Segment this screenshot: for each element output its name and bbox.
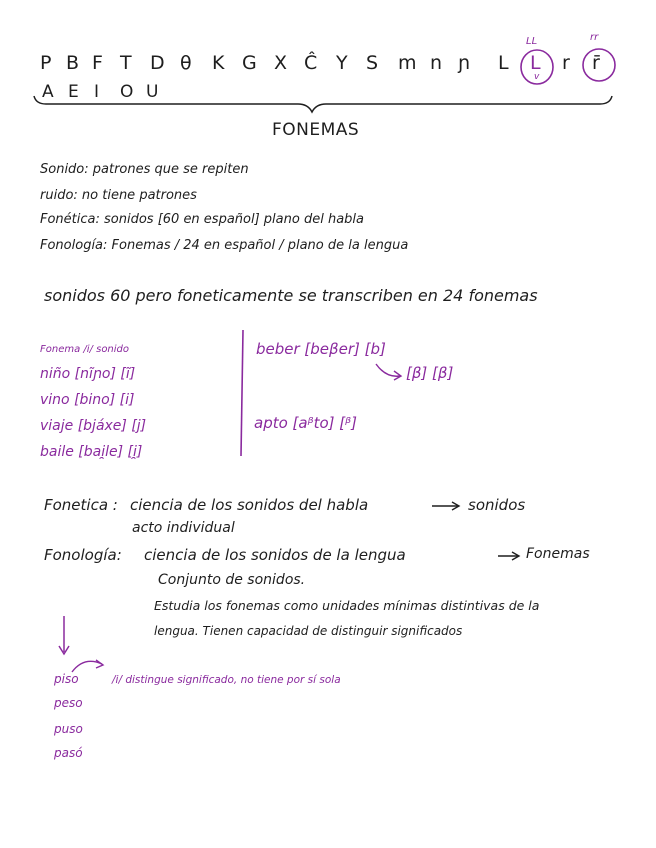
consonant-x: X bbox=[274, 52, 288, 74]
fonologia-definition: ciencia de los sonidos de la lengua bbox=[144, 546, 406, 564]
consonant-l: L bbox=[498, 52, 509, 74]
piso-arrowhead bbox=[96, 660, 103, 668]
example-row-vino: vino [bino] [i] bbox=[40, 392, 135, 408]
consonant-k: K bbox=[212, 52, 225, 74]
consonant-d: D bbox=[150, 52, 165, 74]
consonant-s: S bbox=[366, 52, 379, 74]
consonant-f: F bbox=[92, 52, 103, 74]
page-title: FONEMAS bbox=[272, 120, 360, 140]
consonant-t: T bbox=[120, 52, 132, 74]
fonetica-term: Fonetica : bbox=[44, 496, 118, 514]
consonant-ch: Ĉ bbox=[304, 52, 318, 74]
ll-sub-annotation: v bbox=[534, 72, 540, 82]
example-beber: beber [beβer] [b] bbox=[256, 340, 386, 358]
minimal-pair-peso: peso bbox=[54, 696, 83, 710]
examples-header: Fonema /i/ sonido bbox=[40, 344, 130, 355]
example-row-viaje: viaje [bjáxe] [j] bbox=[40, 418, 147, 434]
examples-divider bbox=[241, 330, 243, 456]
beber-arrow bbox=[376, 364, 400, 376]
alphabet-brace bbox=[34, 96, 612, 112]
minimal-pair-paso: pasó bbox=[54, 746, 83, 760]
definition-fonetica: Fonética: sonidos [60 en español] plano del habla bbox=[40, 212, 364, 227]
consonant-ll: L bbox=[530, 52, 541, 74]
consonant-m: m bbox=[398, 52, 417, 74]
consonant-b: B bbox=[66, 52, 80, 74]
vowel-o: O bbox=[120, 82, 134, 102]
consonant-rr: r̄ bbox=[592, 52, 600, 74]
consonant-theta: θ bbox=[180, 52, 192, 74]
vowel-e: E bbox=[68, 82, 79, 102]
consonant-n: n bbox=[430, 52, 443, 74]
minimal-pair-puso: puso bbox=[54, 722, 83, 736]
minimal-pair-piso: piso bbox=[54, 672, 79, 686]
vowel-a: A bbox=[42, 82, 54, 102]
rr-circle bbox=[583, 49, 615, 81]
rr-annotation: rr bbox=[590, 32, 599, 43]
ll-circle bbox=[521, 50, 553, 84]
ll-annotation: LL bbox=[526, 36, 538, 47]
example-beber-variants: [β] [β] bbox=[406, 364, 454, 382]
fonologia-result: Fonemas bbox=[526, 546, 590, 562]
definition-ruido: ruido: no tiene patrones bbox=[40, 188, 197, 203]
definition-fonologia: Fonología: Fonemas / 24 en español / plano de la lengua bbox=[40, 238, 409, 253]
vowel-u: U bbox=[146, 82, 159, 102]
example-row-baile: baile [bai̯le] [i̯] bbox=[40, 444, 143, 460]
fonologia-description-1: Estudia los fonemas como unidades mínimas distintivas de la bbox=[154, 598, 540, 613]
fonetica-result: sonidos bbox=[468, 496, 526, 514]
consonant-r: r bbox=[562, 52, 570, 74]
summary-line: sonidos 60 pero foneticamente se transcriben en 24 fonemas bbox=[44, 286, 538, 305]
vowel-i: I bbox=[94, 82, 100, 102]
consonant-g: G bbox=[242, 52, 257, 74]
example-row-nino: niño [nĩɲo] [ĩ] bbox=[40, 366, 136, 382]
consonant-enye: ɲ bbox=[458, 52, 471, 74]
consonant-y: Y bbox=[336, 52, 348, 74]
fonologia-term: Fonología: bbox=[44, 546, 122, 564]
minimal-pair-note: /i/ distingue significado, no tiene por sí sola bbox=[112, 674, 341, 686]
consonant-p: P bbox=[40, 52, 52, 74]
fonetica-definition: ciencia de los sonidos del habla bbox=[130, 496, 369, 514]
example-apto: apto [aᵝto] [ᵝ] bbox=[254, 414, 358, 432]
fonologia-sub: Conjunto de sonidos. bbox=[158, 572, 306, 588]
definition-sonido: Sonido: patrones que se repiten bbox=[40, 162, 249, 177]
fonologia-description-2: lengua. Tienen capacidad de distinguir significados bbox=[154, 624, 463, 638]
fonetica-sub: acto individual bbox=[132, 520, 235, 536]
